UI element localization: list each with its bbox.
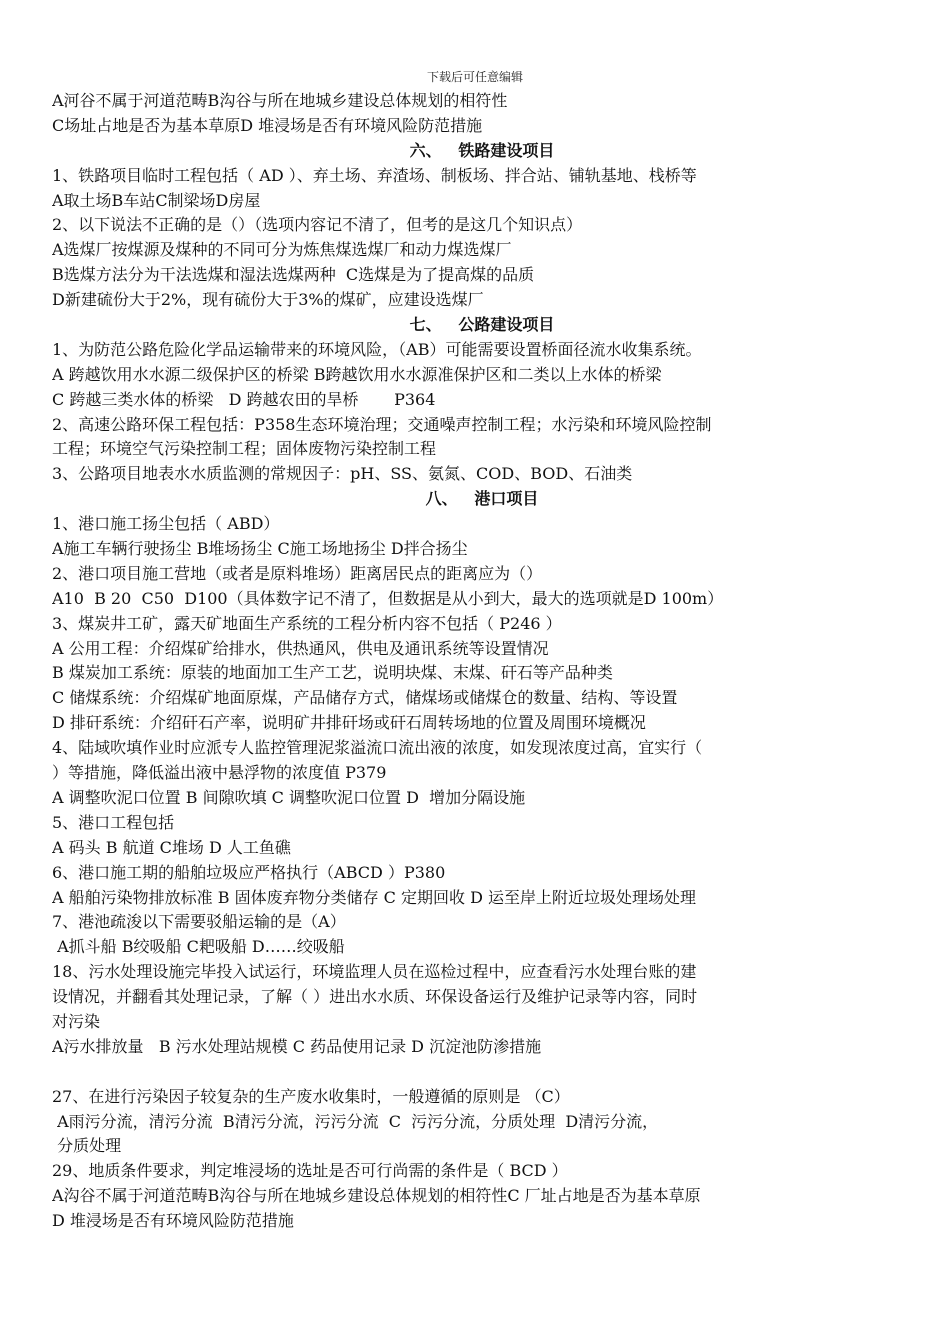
text-line: A污水排放量 B 污水处理站规模 C 药品使用记录 D 沉淀池防渗措施 <box>52 1036 542 1056</box>
text-line: B选煤方法分为干法选煤和湿法选煤两种 C选煤是为了提高煤的品质 <box>52 265 535 285</box>
text-line: 2、以下说法不正确的是（）（选项内容记不清了，但考的是这几个知识点） <box>52 215 583 235</box>
text-line: 设情况，并翻看其处理记录，了解（ ）进出水水质、环保设备运行及维护记录等内容，同时 <box>52 987 698 1007</box>
text-line: A 公用工程：介绍煤矿给排水，供热通风，供电及通讯系统等设置情况 <box>52 638 549 658</box>
text-line: C场址占地是否为基本草原D 堆浸场是否有环境风险防范措施 <box>52 115 483 135</box>
text-line: 4、陆域吹填作业时应派专人监控管理泥浆溢流口流出液的浓度，如发现浓度过高，宜实行（ <box>52 738 703 758</box>
page-watermark: 下载后可任意编辑 <box>426 70 523 84</box>
text-line: A取土场B车站C制梁场D房屋 <box>52 190 261 210</box>
text-line: A 跨越饮用水水源二级保护区的桥梁 B跨越饮用水水源准保护区和二类以上水体的桥梁 <box>52 364 662 384</box>
text-line: 1、为防范公路危险化学品运输带来的环境风险，（AB）可能需要设置桥面径流水收集系统。 <box>52 339 702 359</box>
text-line: 1、铁路项目临时工程包括（ AD ）、弃土场、弃渣场、制板场、拌合站、铺轨基地、栈桥等 <box>52 165 697 185</box>
text-line: D新建硫份大于2%，现有硫份大于3%的煤矿，应建设选煤厂 <box>52 290 484 310</box>
text-line: 27、在进行污染因子较复杂的生产废水收集时，一般遵循的原则是 （C） <box>52 1086 570 1106</box>
text-line: D 排矸系统：介绍矸石产率，说明矿井排矸场或矸石周转场地的位置及周围环境概况 <box>52 713 646 733</box>
text-line: D 堆浸场是否有环境风险防范措施 <box>52 1211 294 1231</box>
text-line: C 储煤系统：介绍煤矿地面原煤，产品储存方式，储煤场或储煤仓的数量、结构、等设置 <box>52 688 678 708</box>
text-line: C 跨越三类水体的桥梁 D 跨越农田的旱桥 P364 <box>52 389 436 409</box>
text-line: A选煤厂按煤源及煤种的不同可分为炼焦煤选煤厂和动力煤选煤厂 <box>52 240 512 260</box>
text-line: B 煤炭加工系统：原装的地面加工生产工艺，说明块煤、末煤、矸石等产品种类 <box>52 663 613 683</box>
text-line: A抓斗船 B绞吸船 C耙吸船 D……绞吸船 <box>52 937 345 957</box>
text-line: A10 B 20 C50 D100（具体数字记不清了，但数据是从小到大，最大的选项就是D 100m） <box>52 588 724 608</box>
text-line: 18、污水处理设施完毕投入试运行，环境监理人员在巡检过程中，应查看污水处理台账的建 <box>52 962 697 982</box>
section-heading-railway: 六、 铁路建设项目 <box>409 140 555 160</box>
blank-line <box>52 1060 912 1085</box>
text-line: A雨污分流，清污分流 B清污分流，污污分流 C 污污分流，分质处理 D清污分流， <box>52 1111 659 1131</box>
text-line: ）等措施，降低溢出液中悬浮物的浓度值 P379 <box>52 763 387 783</box>
text-line: 分质处理 <box>52 1136 122 1156</box>
text-line: 7、港池疏浚以下需要驳船运输的是（A） <box>52 912 346 932</box>
text-line: A 码头 B 航道 C堆场 D 人工鱼礁 <box>52 837 291 857</box>
text-line: 2、港口项目施工营地（或者是原料堆场）距离居民点的距离应为（） <box>52 563 543 583</box>
section-heading-port: 八、 港口项目 <box>425 489 539 509</box>
text-line: A河谷不属于河道范畴B沟谷与所在地城乡建设总体规划的相符性 <box>52 91 508 110</box>
document-body <box>52 89 912 1234</box>
text-line: 6、港口施工期的船舶垃圾应严格执行（ABCD ）P380 <box>52 862 446 882</box>
section-heading-highway: 七、 公路建设项目 <box>409 315 555 335</box>
text-line: 工程；环境空气污染控制工程；固体废物污染控制工程 <box>52 439 437 459</box>
text-line: 对污染 <box>52 1011 101 1031</box>
text-line: A 船舶污染物排放标准 B 固体废弃物分类储存 C 定期回收 D 运至岸上附近垃圾处理场处理 <box>52 887 696 907</box>
text-line: A 调整吹泥口位置 B 间隙吹填 C 调整吹泥口位置 D 增加分隔设施 <box>52 787 526 807</box>
text-line: A沟谷不属于河道范畴B沟谷与所在地城乡建设总体规划的相符性C 厂址占地是否为基本草原 <box>52 1186 701 1206</box>
text-line: 2、高速公路环保工程包括：P358生态环境治理；交通噪声控制工程；水污染和环境风险控制 <box>52 414 712 434</box>
text-line: 3、公路项目地表水水质监测的常规因子：pH、SS、氨氮、COD、BOD、石油类 <box>52 464 633 484</box>
text-line: 29、地质条件要求，判定堆浸场的选址是否可行尚需的条件是（ BCD ） <box>52 1161 568 1181</box>
text-line: 3、煤炭井工矿，露天矿地面生产系统的工程分析内容不包括（ P246 ） <box>52 613 562 633</box>
text-line: 5、港口工程包括 <box>52 812 175 832</box>
text-line: 1、港口施工扬尘包括（ ABD） <box>52 514 280 534</box>
text-line: A施工车辆行驶扬尘 B堆场扬尘 C施工场地扬尘 D拌合扬尘 <box>52 539 468 559</box>
